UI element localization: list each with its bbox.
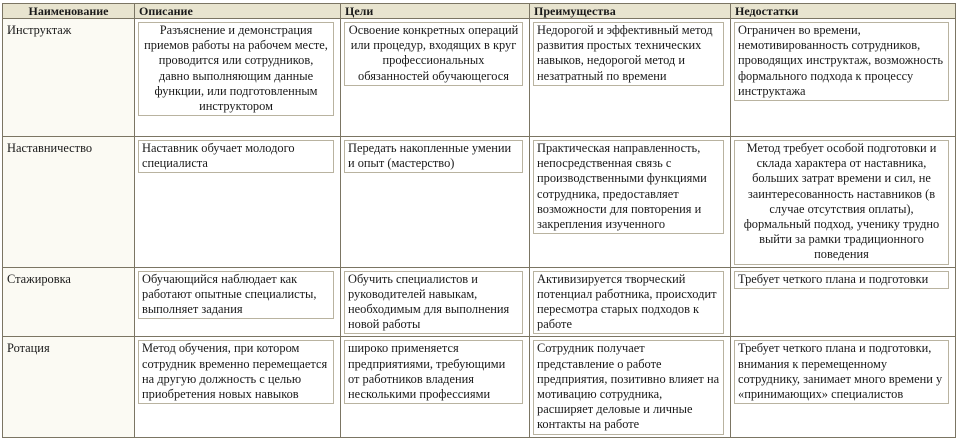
description-text: Наставник обучает молодого специалиста [138, 140, 334, 173]
advantages-cell [530, 267, 731, 337]
header-advantages: Преимущества [530, 4, 731, 19]
disadvantages-cell [731, 337, 956, 437]
disadvantages-text: Требует четкого плана и подготовки [734, 271, 949, 289]
disadvantages-text: Метод требует особой подготовки и склада характера от наставника, больших затрат времени и сил, не заинтересованность наставников (в случае отсутствия оплаты), формальный подход, ученику трудно выйти за рамки традиционного поведения [734, 140, 949, 265]
row-name-cell [3, 337, 135, 437]
goals-cell [341, 337, 530, 437]
description-text: Обучающийся наблюдает как работают опытные специалисты, выполняет задания [138, 271, 334, 320]
row-name-cell [3, 137, 135, 268]
disadvantages-cell [731, 267, 956, 337]
goals-cell [341, 19, 530, 137]
table-row [3, 267, 956, 337]
disadvantages-cell [731, 137, 956, 268]
advantages-cell [530, 337, 731, 437]
header-name: Наименование [3, 4, 135, 19]
description-text: Метод обучения, при котором сотрудник временно перемещается на другую должность с целью приобретения новых навыков [138, 340, 334, 404]
advantages-text: Практическая направленность, непосредственная связь с производственными функциями сотрудника, предоставляет возможности для повторения и закрепления изученного [533, 140, 724, 234]
advantages-text: Сотрудник получает представление о работе предприятия, позитивно влияет на мотивацию сотрудника, расширяет деловые и личные контакты на работе [533, 340, 724, 434]
header-disadvantages: Недостатки [731, 4, 956, 19]
row-name: Ротация [7, 341, 50, 356]
header-goals: Цели [341, 4, 530, 19]
disadvantages-text: Требует четкого плана и подготовки, внимания к перемещенному сотруднику, занимает много времени у «принимающих» специалистов [734, 340, 949, 404]
table-row [3, 19, 956, 137]
row-name-cell [3, 19, 135, 137]
table-row [3, 337, 956, 437]
advantages-text: Недорогой и эффективный метод развития простых технических навыков, недорогой метод и незатратный по времени [533, 22, 724, 86]
description-cell [135, 137, 341, 268]
disadvantages-cell [731, 19, 956, 137]
advantages-cell [530, 19, 731, 137]
goals-text: Передать накопленные умении и опыт (мастерство) [344, 140, 523, 173]
goals-cell [341, 137, 530, 268]
header-row [3, 4, 956, 19]
row-name: Инструктаж [7, 23, 72, 37]
advantages-cell [530, 137, 731, 268]
row-name-cell [3, 267, 135, 337]
row-name: Стажировка [7, 271, 71, 286]
advantages-text: Активизируется творческий потенциал работника, происходит пересмотра старых подходов к работе [533, 271, 724, 335]
training-methods-table [2, 3, 956, 438]
header-description: Описание [135, 4, 341, 19]
description-cell [135, 267, 341, 337]
goals-text: широко применяется предприятиями, требующими от работников владения несколькими профессиями [344, 340, 523, 404]
description-cell [135, 337, 341, 437]
description-cell [135, 19, 341, 137]
row-name: Наставничество [7, 141, 93, 155]
goals-text: Освоение конкретных операций или процедур, входящих в круг профессиональных обязанностей обучающегося [344, 22, 523, 86]
goals-text: Обучить специалистов и руководителей навыкам, необходимым для выполнения новой работы [344, 271, 523, 335]
table-row [3, 137, 956, 268]
description-text: Разъяснение и демонстрация приемов работы на рабочем месте, проводится или сотрудников, давно выполняющим данные функции, или подготовленным инструктором [138, 22, 334, 116]
goals-cell [341, 267, 530, 337]
disadvantages-text: Ограничен во времени, немотивированность сотрудников, проводящих инструктаж, возможность формального подхода к процессу инструктажа [734, 22, 949, 101]
